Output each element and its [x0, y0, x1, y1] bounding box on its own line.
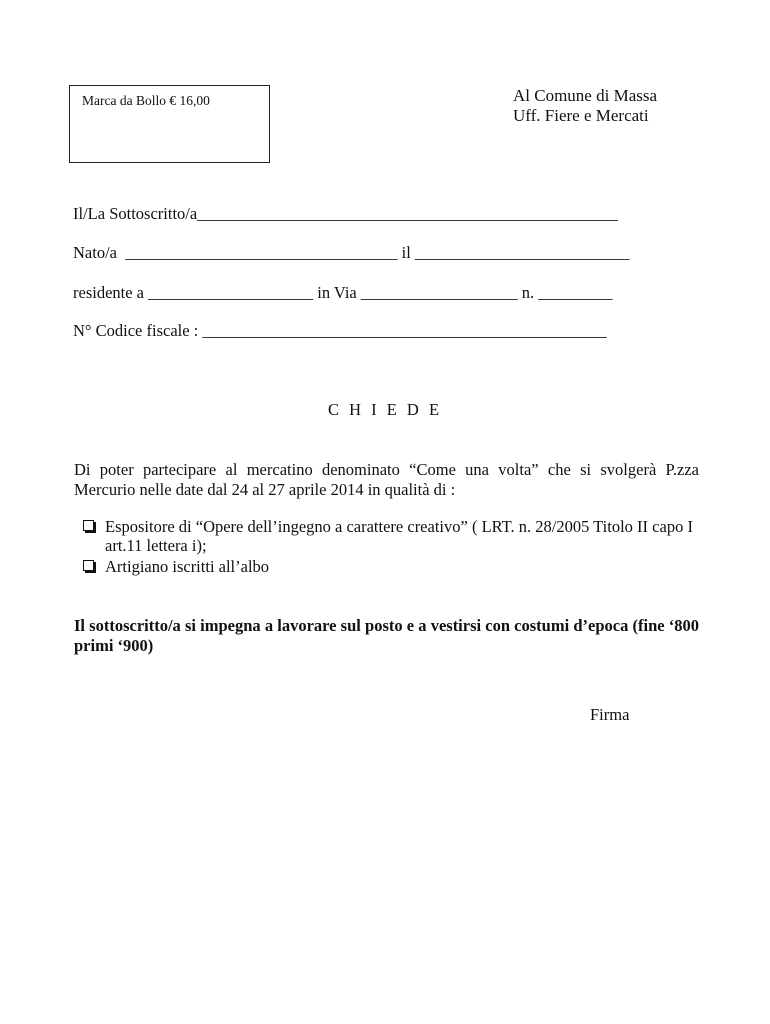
checkbox-icon[interactable] [83, 560, 94, 571]
option-exhibitor [83, 517, 703, 555]
tax-code-field: N° Codice fiscale : _________________________________________________ [73, 321, 607, 340]
recipient-line-2: Uff. Fiere e Mercati [513, 106, 649, 125]
stamp-label: Marca da Bollo € 16,00 [82, 93, 210, 108]
undersigned-name-field: Il/La Sottoscritto/a___________________________________________________ [73, 204, 618, 223]
recipient-address [513, 86, 657, 126]
recipient-line-1: Al Comune di Massa [513, 86, 658, 105]
request-heading: C H I E D E [327, 400, 443, 419]
checkbox-icon[interactable] [83, 520, 94, 531]
option-label: Artigiano iscritti all’albo [105, 557, 270, 576]
birth-place-date-field: Nato/a _________________________________ il __________________________ [73, 243, 630, 262]
signature-label: Firma [590, 705, 630, 724]
residence-address-field: residente a ____________________ in Via ___________________ n. _________ [73, 283, 613, 302]
option-label: Espositore di “Opere dell’ingegno a carattere creativo” ( LRT. n. 28/2005 Titolo II capo I art.11 lettera i); [105, 517, 693, 555]
request-paragraph: Di poter partecipare al mercatino denominato “Come una volta” che si svolgerà P.zza Mercurio nelle date dal 24 al 27 aprile 2014 in qualità di : [74, 460, 699, 499]
commitment-paragraph: Il sottoscritto/a si impegna a lavorare sul posto e a vestirsi con costumi d’epoca (fine ‘800 primi ‘900) [74, 616, 699, 655]
revenue-stamp-box [69, 85, 270, 163]
option-artisan [83, 557, 703, 576]
